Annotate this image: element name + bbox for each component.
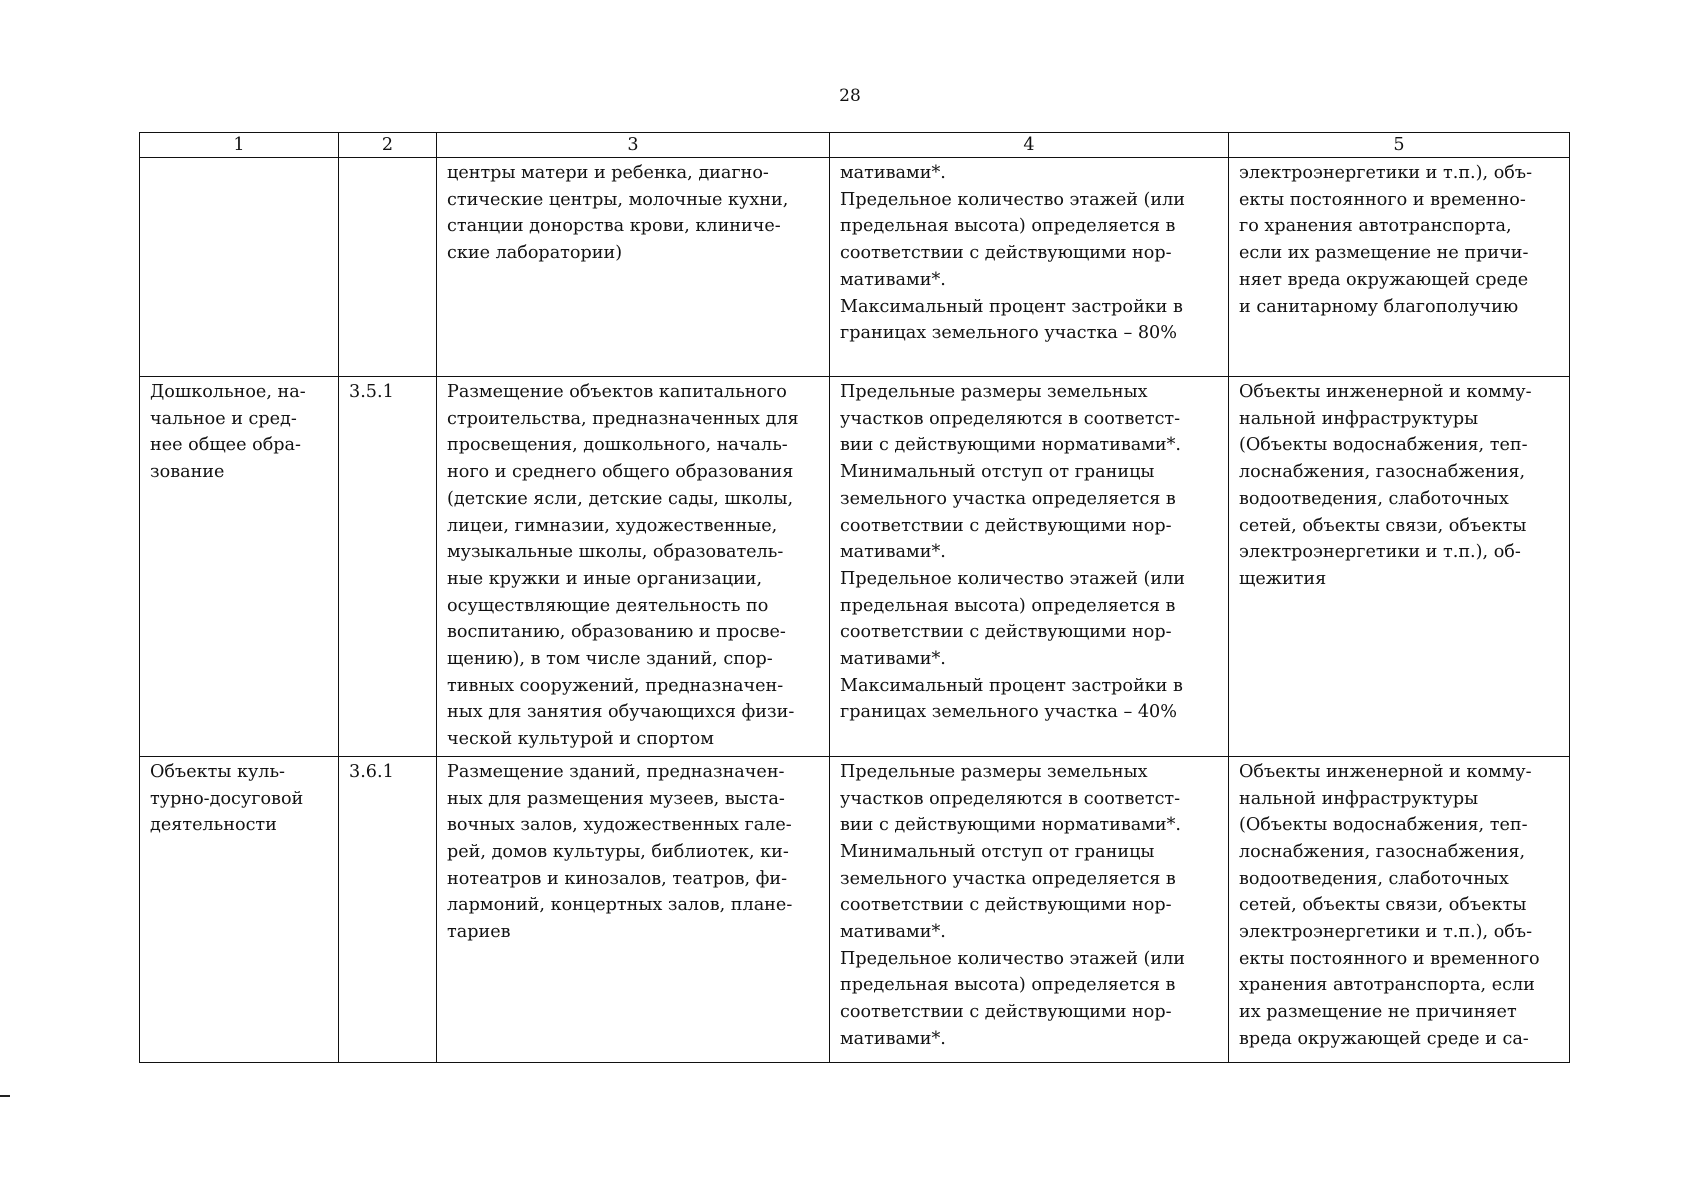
page-number: 28 xyxy=(839,86,861,106)
auxiliary-uses-cell: Объекты инженерной и комму- нальной инфраструктуры (Объекты водоснабжения, теп- лоснабжения, газоснабжения, водоотведения, слаботочных сетей, объекты связи, объекты электроэнергетики и т.п.), об- щежития xyxy=(1229,377,1570,757)
land-use-code-cell xyxy=(339,158,437,377)
parameters-cell: мативами*. Предельное количество этажей (или предельная высота) определяется в соответствии с действующими нор- мативами*. Максимальный процент застройки в границах земельного участка – 80% xyxy=(830,158,1229,377)
column-header: 4 xyxy=(830,133,1229,158)
auxiliary-uses-cell: Объекты инженерной и комму- нальной инфраструктуры (Объекты водоснабжения, теп- лоснабжения, газоснабжения, водоотведения, слаботочных сетей, объекты связи, объекты электроэнергетики и т.п.), объ- екты постоянного и временного хранения автотранспорта, если их размещение не причиняет вреда окружающей среде и са- xyxy=(1229,756,1570,1062)
column-header: 1 xyxy=(140,133,339,158)
land-use-name-cell: Объекты куль- турно-досуговой деятельности xyxy=(140,756,339,1062)
column-header: 3 xyxy=(437,133,830,158)
land-use-name-cell: Дошкольное, на- чальное и сред- нее общее обра- зование xyxy=(140,377,339,757)
land-use-name-cell xyxy=(140,158,339,377)
auxiliary-uses-cell: электроэнергетики и т.п.), объ- екты постоянного и временно- го хранения автотранспорта, если их размещение не причи- няет вреда окружающей среде и санитарному благополучию xyxy=(1229,158,1570,377)
table-row xyxy=(140,756,1570,1062)
parameters-cell: Предельные размеры земельных участков определяются в соответст- вии с действующими нормативами*. Минимальный отступ от границы земельного участка определяется в соответствии с действующими нор- мативами*. Предельное количество этажей (или предельная высота) определяется в соответствии с действующими нор- мативами*. Максимальный процент застройки в границах земельного участка – 40% xyxy=(830,377,1229,757)
column-header: 5 xyxy=(1229,133,1570,158)
table-row xyxy=(140,377,1570,757)
land-use-code-cell: 3.5.1 xyxy=(339,377,437,757)
parameters-cell: Предельные размеры земельных участков определяются в соответст- вии с действующими нормативами*. Минимальный отступ от границы земельного участка определяется в соответствии с действующими нор- мативами*. Предельное количество этажей (или предельная высота) определяется в соответствии с действующими нор- мативами*. xyxy=(830,756,1229,1062)
column-header: 2 xyxy=(339,133,437,158)
table-row xyxy=(140,158,1570,377)
scan-margin-mark xyxy=(0,1095,10,1097)
land-use-code-cell: 3.6.1 xyxy=(339,756,437,1062)
zoning-table xyxy=(139,132,1570,1063)
land-use-description-cell: Размещение объектов капитального строительства, предназначенных для просвещения, дошкольного, началь- ного и среднего общего образования (детские ясли, детские сады, школы, лицеи, гимназии, художественные, музыкальные школы, образователь- ные кружки и иные организации, осуществляющие деятельность по воспитанию, образованию и просве- щению), в том числе зданий, спор- тивных сооружений, предназначен- ных для занятия обучающихся физи- ческой культурой и спортом xyxy=(437,377,830,757)
land-use-description-cell: Размещение зданий, предназначен- ных для размещения музеев, выста- вочных залов, художественных гале- рей, домов культуры, библиотек, ки- нотеатров и кинозалов, театров, фи- лармоний, концертных залов, плане- тариев xyxy=(437,756,830,1062)
table-header-row xyxy=(140,133,1570,158)
land-use-description-cell: центры матери и ребенка, диагно- стические центры, молочные кухни, станции донорства крови, клиниче- ские лаборатории) xyxy=(437,158,830,377)
